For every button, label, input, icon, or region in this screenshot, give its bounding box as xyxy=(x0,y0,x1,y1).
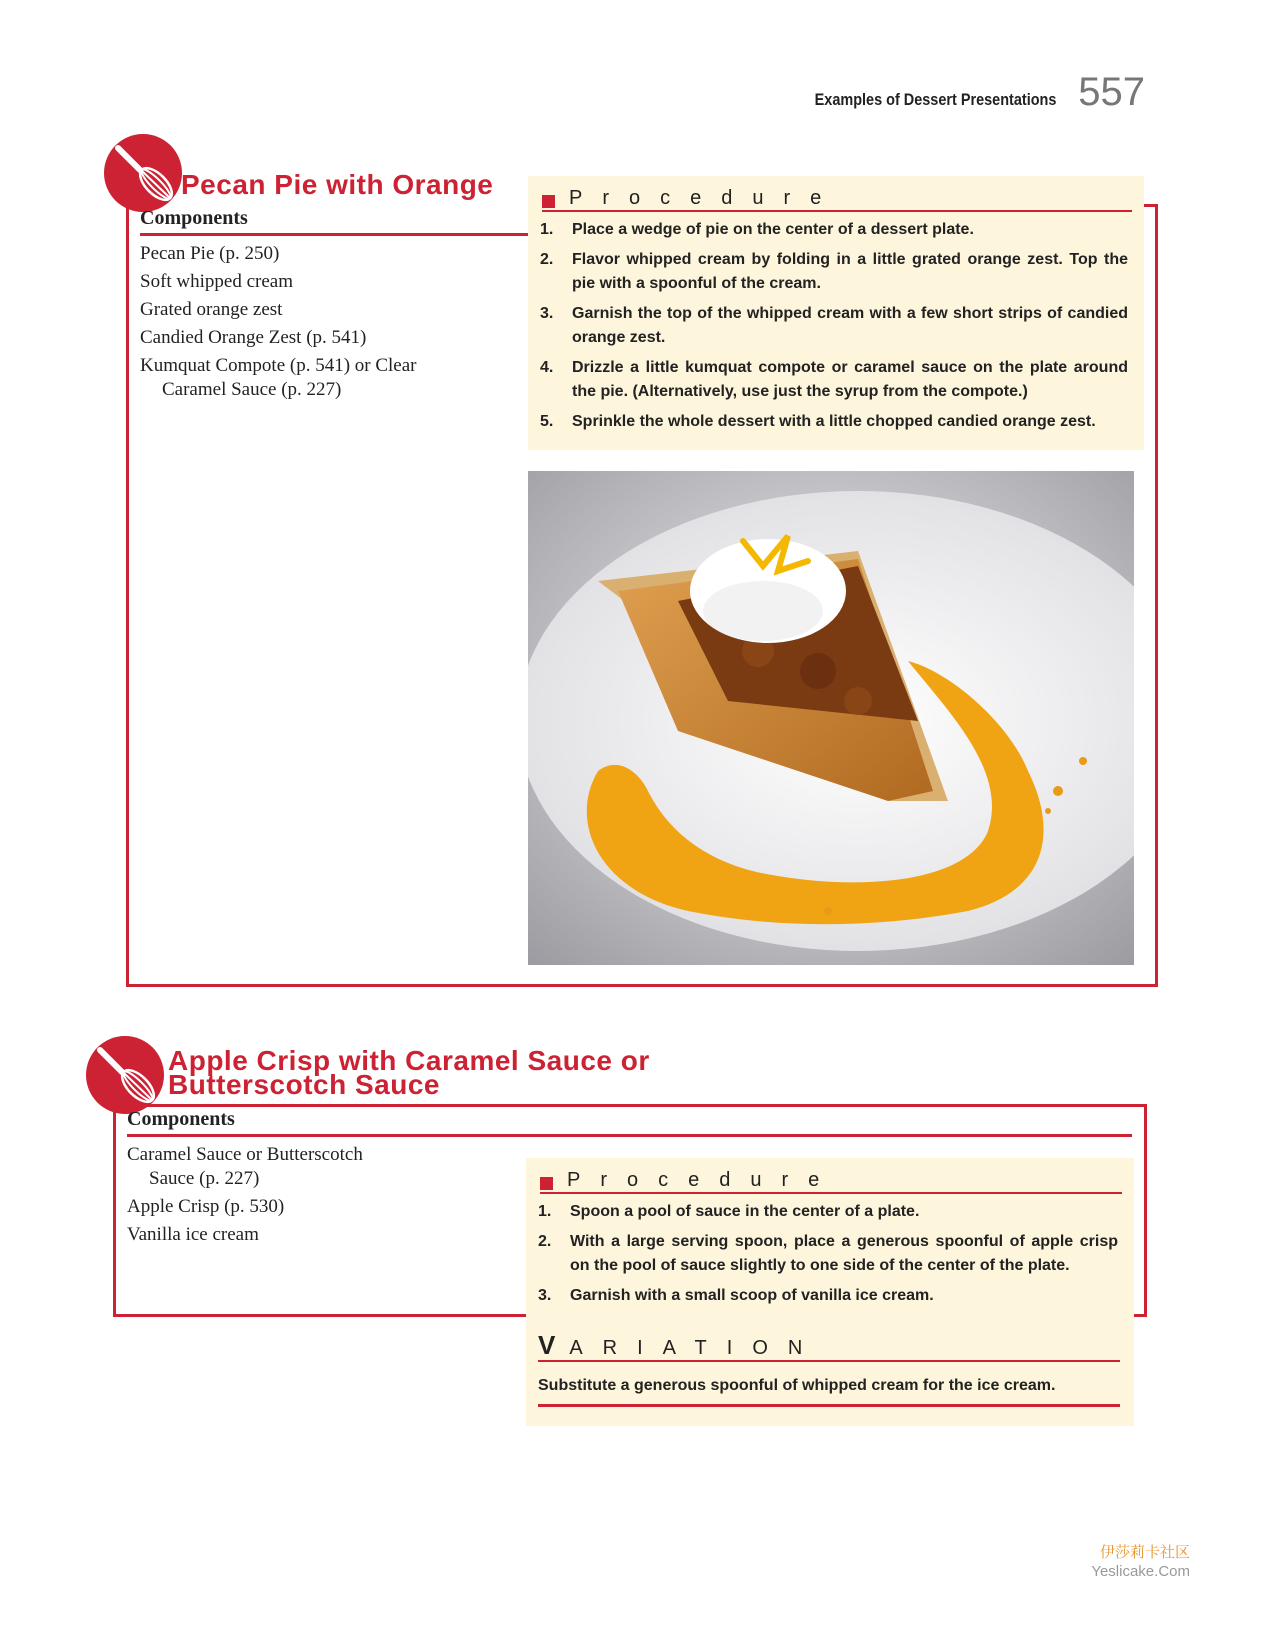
variation-label: ARIATION xyxy=(569,1337,823,1359)
recipe2-components-heading: Components xyxy=(127,1108,235,1130)
component-item: Pecan Pie (p. 250) xyxy=(140,243,280,264)
recipe1-components-rule xyxy=(140,233,530,236)
step-text: Garnish with a small scoop of vanilla ice cream. xyxy=(570,1287,934,1304)
running-head xyxy=(772,70,1145,115)
recipe2-frame-top xyxy=(113,1104,1147,1107)
whisk-icon xyxy=(86,1036,164,1114)
recipe2-title-line1: Apple Crisp with Caramel Sauce or xyxy=(168,1045,650,1076)
procedure-heading xyxy=(542,186,1132,212)
step-text: Garnish the top of the whipped cream with a few short strips of candied orange zest. xyxy=(572,305,1128,346)
step-text: Drizzle a little kumquat compote or caramel sauce on the plate around the pie. (Alternatively, use just the syrup from the compote.) xyxy=(572,359,1128,400)
procedure-step xyxy=(540,218,1128,242)
procedure-label: Procedure xyxy=(567,1169,840,1191)
procedure-label: Procedure xyxy=(569,187,842,209)
step-text: Flavor whipped cream by folding in a little grated orange zest. Top the pie with a spoonful of the cream. xyxy=(572,251,1128,292)
recipe2-title-line2: Butterscotch Sauce xyxy=(168,1069,440,1100)
pecan-pie-photo xyxy=(528,471,1134,965)
step-text: With a large serving spoon, place a generous spoonful of apple crisp on the pool of sauce slightly to one side of the center of the plate. xyxy=(570,1233,1118,1274)
procedure-step xyxy=(540,410,1128,434)
procedure-heading xyxy=(540,1168,1122,1194)
recipe2-procedure-panel xyxy=(526,1158,1134,1426)
recipe1-procedure-panel xyxy=(528,176,1144,450)
red-square-icon xyxy=(542,195,555,208)
step-number: 1. xyxy=(540,221,554,238)
variation-text: Substitute a generous spoonful of whipped cream for the ice cream. xyxy=(538,1374,1120,1407)
recipe2-components-list xyxy=(127,1143,412,1251)
step-number: 2. xyxy=(538,1233,552,1250)
component-item: Candied Orange Zest (p. 541) xyxy=(140,327,367,348)
recipe2-title xyxy=(168,1046,650,1100)
step-number: 3. xyxy=(540,305,554,322)
step-text: Spoon a pool of sauce in the center of a plate. xyxy=(570,1203,920,1220)
procedure-step xyxy=(538,1200,1118,1224)
watermark-en: Yeslicake.Com xyxy=(1091,1563,1190,1580)
variation-initial: V xyxy=(538,1330,570,1360)
step-text: Sprinkle the whole dessert with a little chopped candied orange zest. xyxy=(572,413,1096,430)
red-square-icon xyxy=(540,1177,553,1190)
page-number: 557 xyxy=(1078,70,1145,114)
recipe1-components-heading: Components xyxy=(140,207,248,229)
step-text: Place a wedge of pie on the center of a dessert plate. xyxy=(572,221,974,238)
component-item: Kumquat Compote (p. 541) or Clear Caramel Sauce (p. 227) xyxy=(140,355,417,400)
step-number: 1. xyxy=(538,1203,552,1220)
whisk-icon xyxy=(104,134,182,212)
component-item: Apple Crisp (p. 530) xyxy=(127,1196,285,1217)
procedure-step xyxy=(538,1230,1118,1278)
step-number: 4. xyxy=(540,359,554,376)
recipe1-title: Pecan Pie with Orange xyxy=(181,169,494,200)
watermark xyxy=(1091,1542,1190,1582)
procedure-step xyxy=(538,1284,1118,1308)
recipe1-components-list xyxy=(140,242,470,406)
component-item: Vanilla ice cream xyxy=(127,1224,259,1245)
recipe1-steps xyxy=(540,218,1128,440)
component-item: Soft whipped cream xyxy=(140,271,294,292)
step-number: 3. xyxy=(538,1287,552,1304)
recipe2-components-rule xyxy=(127,1134,1132,1137)
procedure-step xyxy=(540,302,1128,350)
step-number: 5. xyxy=(540,413,554,430)
recipe2-steps xyxy=(538,1200,1118,1314)
procedure-step xyxy=(540,356,1128,404)
variation-heading xyxy=(538,1330,1120,1362)
running-title: Examples of Dessert Presentations xyxy=(814,90,1057,109)
watermark-cn: 伊莎莉卡社区 xyxy=(1099,1543,1190,1561)
step-number: 2. xyxy=(540,251,554,268)
procedure-step xyxy=(540,248,1128,296)
component-item: Grated orange zest xyxy=(140,299,283,320)
component-item: Caramel Sauce or Butterscotch Sauce (p. 227) xyxy=(127,1144,363,1189)
